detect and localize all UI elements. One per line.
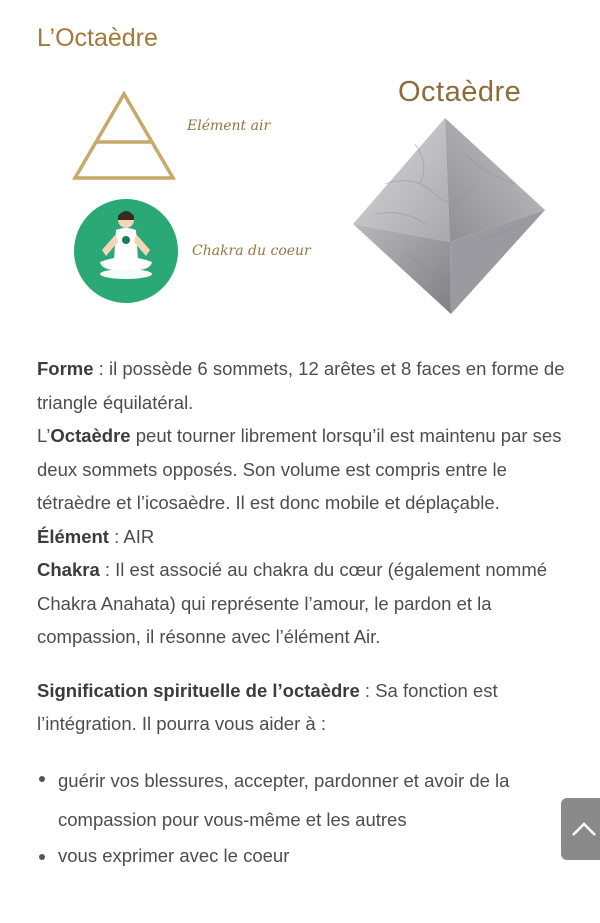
paragraph-rotation xyxy=(37,419,582,520)
element-label: Élément xyxy=(37,525,109,547)
forme-text: : il possède 6 sommets, 12 arêtes et 8 faces en forme de triangle équilatéral. xyxy=(37,358,565,413)
heart-chakra-meditation-icon xyxy=(72,198,180,304)
paragraph-forme xyxy=(37,352,582,419)
marble-octahedron-image xyxy=(345,114,550,319)
octahedron-label: Octaèdre xyxy=(398,76,522,108)
chakra-label: Chakra xyxy=(37,559,100,580)
page-title: L’Octaèdre xyxy=(37,24,158,52)
octahedron-illustration xyxy=(0,70,600,340)
chevron-up-icon xyxy=(571,821,597,837)
chakra-heart-label: Chakra du coeur xyxy=(192,243,311,259)
forme-label: Forme xyxy=(37,358,94,379)
article-body xyxy=(37,352,582,872)
chakra-text: : Il est associé au chakra du cœur (également nommé Chakra Anahata) qui représente l’amour, le pardon et la compassion, il résonne avec l’élément Air. xyxy=(37,559,548,647)
signification-label: Signification spirituelle de l’octaèdre xyxy=(37,679,360,701)
air-element-triangle-icon xyxy=(70,90,178,182)
list-item: guérir vos blessures, accepter, pardonner et avoir de la compassion pour vous-même et les autres xyxy=(37,761,582,839)
paragraph-signification xyxy=(37,674,582,741)
scroll-to-top-button[interactable] xyxy=(561,798,600,860)
rotation-strong: Octaèdre xyxy=(50,425,131,446)
rotation-text: peut tourner librement lorsqu’il est maintenu par ses deux sommets opposés. Son volume est compris entre le tétraèdre et l’icosaèdre. Il est donc mobile et déplaçable. xyxy=(37,425,562,513)
element-text: : AIR xyxy=(108,525,155,547)
list-item: vous exprimer avec le coeur xyxy=(37,839,582,873)
element-air-label: Elément air xyxy=(187,118,271,134)
signification-text: : Sa fonction est l’intégration. Il pourra vous aider à : xyxy=(37,679,498,734)
rotation-prefix: L’ xyxy=(37,425,51,446)
paragraph-chakra xyxy=(37,553,582,654)
paragraph-element xyxy=(37,520,582,554)
benefits-list xyxy=(37,761,582,873)
